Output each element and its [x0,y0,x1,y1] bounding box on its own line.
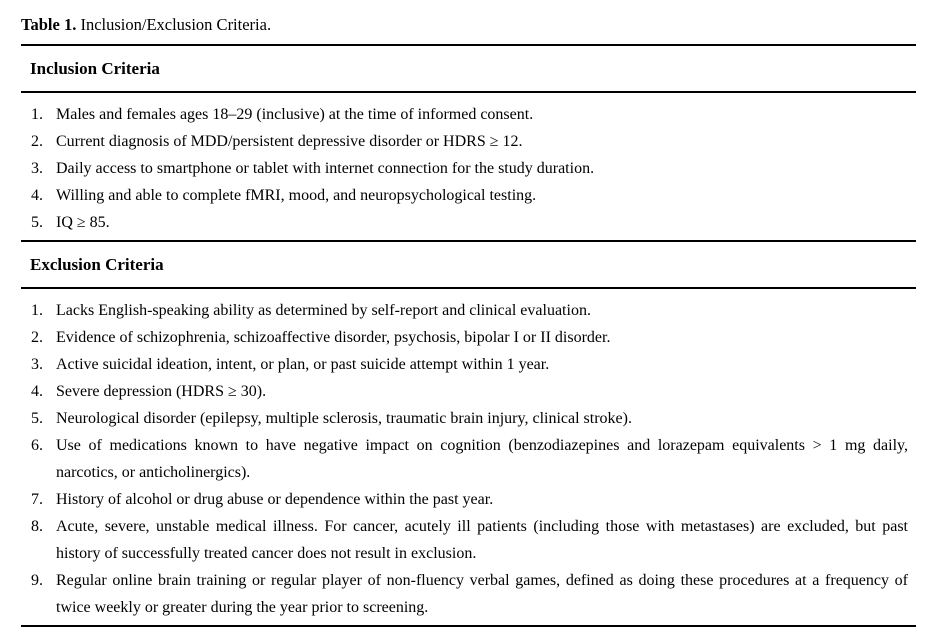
item-text: Males and females ages 18–29 (inclusive) at the time of informed consent. [56,106,534,123]
table-caption-text: Inclusion/Exclusion Criteria. [76,15,272,34]
criteria-item [21,297,917,324]
criteria-item [21,155,917,182]
item-number: 6. [31,437,43,454]
criteria-item [21,101,917,128]
item-text: Lacks English-speaking ability as determined by self-report and clinical evaluation. [56,302,591,319]
table-bottom-rule [21,625,916,627]
item-text: Regular online brain training or regular player of non-fluency verbal games, defined as doing these procedures at a frequency of twice weekly or greater during the year prior to screening. [56,572,908,616]
item-text: Severe depression (HDRS ≥ 30). [56,383,267,400]
inclusion-criteria-list [21,93,917,240]
item-number: 3. [31,356,43,373]
item-number: 5. [31,410,43,427]
item-number: 9. [31,572,43,589]
criteria-item [21,378,917,405]
section-header-exclusion: Exclusion Criteria [30,255,164,274]
criteria-item [21,486,917,513]
item-number: 8. [31,518,43,535]
item-number: 4. [31,383,43,400]
item-text: Current diagnosis of MDD/persistent depressive disorder or HDRS ≥ 12. [56,133,523,150]
criteria-item [21,432,917,486]
criteria-item [21,405,917,432]
item-number: 7. [31,491,43,508]
criteria-item [21,513,917,567]
criteria-item [21,128,917,155]
table-caption [21,14,917,35]
item-text: Willing and able to complete fMRI, mood, and neuropsychological testing. [56,187,537,204]
item-number: 1. [31,106,43,123]
item-number: 4. [31,187,43,204]
section-header-inclusion: Inclusion Criteria [30,59,160,78]
table-caption-label: Table 1. [21,15,77,34]
item-text: Evidence of schizophrenia, schizoaffective disorder, psychosis, bipolar I or II disorder. [56,329,611,346]
item-text: History of alcohol or drug abuse or dependence within the past year. [56,491,494,508]
item-number: 5. [31,214,43,231]
criteria-item [21,209,917,236]
item-number: 2. [31,329,43,346]
criteria-item [21,324,917,351]
item-text: Use of medications known to have negative impact on cognition (benzodiazepines and lorazepam equivalents > 1 mg daily, narcotics, or anticholinergics). [56,437,908,481]
exclusion-criteria-list [21,289,917,625]
item-text: IQ ≥ 85. [56,214,110,231]
item-number: 2. [31,133,43,150]
item-text: Neurological disorder (epilepsy, multiple sclerosis, traumatic brain injury, clinical stroke). [56,410,632,427]
item-text: Active suicidal ideation, intent, or plan, or past suicide attempt within 1 year. [56,356,550,373]
item-text: Daily access to smartphone or tablet with internet connection for the study duration. [56,160,595,177]
criteria-item [21,567,917,621]
criteria-item [21,351,917,378]
item-number: 1. [31,302,43,319]
criteria-item [21,182,917,209]
item-number: 3. [31,160,43,177]
item-text: Acute, severe, unstable medical illness. For cancer, acutely ill patients (including those with metastases) are excluded, but past history of successfully treated cancer does not result in exclusion. [56,518,908,562]
